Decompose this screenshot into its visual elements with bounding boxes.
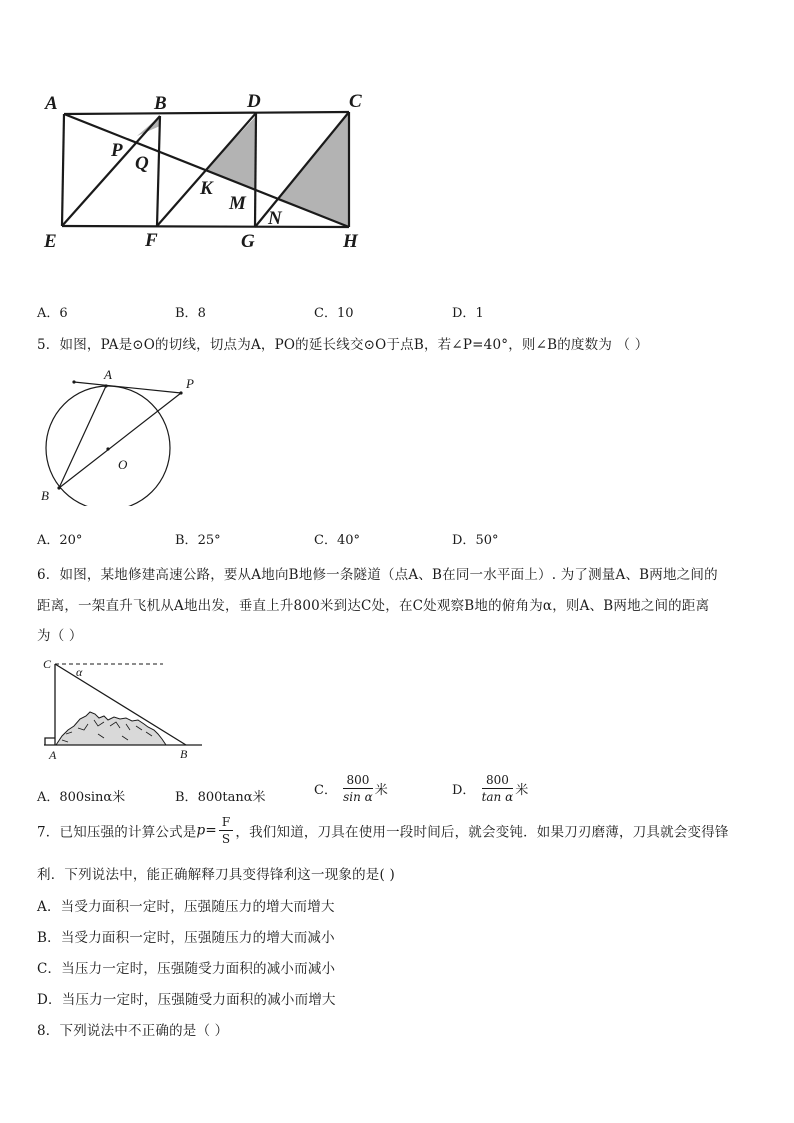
label-F: F <box>145 230 158 251</box>
q5-stem: 5．如图，PA是⊙O的切线，切点为A，PO的延长线交⊙O于点B，若∠P=40°，则∠B的度数为 （ ） <box>37 337 649 353</box>
q7-option-b[interactable]: B．当受力面积一定时，压强随压力的增大而减小 <box>37 930 335 946</box>
q7-option-c[interactable]: C．当压力一定时，压强随受力面积的减小而减小 <box>37 961 336 977</box>
label-G: G <box>241 231 255 252</box>
figure-helicopter-angle <box>38 656 208 764</box>
fraction-800-tan: $\frac{800}{\text{tan α}}$ <box>481 773 514 804</box>
label-Q: Q <box>135 153 149 174</box>
label-b: B <box>41 488 49 503</box>
label-o: O <box>118 457 128 472</box>
label-M: M <box>229 193 246 214</box>
label-P: P <box>111 140 123 161</box>
q6-stem-line3: 为（ ） <box>37 628 83 644</box>
label-alpha: α <box>76 665 83 679</box>
tangent-line-pa <box>74 382 181 393</box>
label-D: D <box>247 91 261 112</box>
secant-pb <box>59 393 181 488</box>
edge-BF <box>157 116 160 226</box>
q4-option-a[interactable]: A．6 <box>37 306 68 321</box>
q4-option-b[interactable]: B．8 <box>175 306 206 321</box>
label-a: A <box>49 748 57 762</box>
q6-option-a[interactable]: A．800sinα米 <box>37 790 126 805</box>
q6-option-c[interactable]: C． $\frac{800}{\text{sin α}}$ 米 <box>314 773 388 804</box>
q5-option-a[interactable]: A．20° <box>37 533 83 548</box>
q6-stem-line1: 6．如图，某地修建高速公路，要从A地向B地修一条隧道（点A、B在同一水平面上）. 为了测量A、B两地之间的 <box>37 567 718 583</box>
label-H: H <box>343 231 358 252</box>
q5-option-d[interactable]: D．50° <box>452 533 499 548</box>
edge-DG <box>255 113 256 227</box>
figure-circle-tangent <box>38 366 208 506</box>
figure-rectangles <box>40 88 380 253</box>
q7-stem-line1: 7．已知压强的计算公式是p= $\frac{F}{S}$ ，我们知道，刀具在使用一段时间后，就会变钝．如果刀刃磨薄，刀具就会变得锋 <box>37 815 729 846</box>
q7-option-d[interactable]: D．当压力一定时，压强随受力面积的减小而增大 <box>37 992 336 1008</box>
label-p: P <box>186 376 194 391</box>
q4-option-d[interactable]: D．1 <box>452 306 484 321</box>
label-A: A <box>45 93 58 114</box>
q4-option-c[interactable]: C．10 <box>314 306 354 321</box>
q7-option-a[interactable]: A．当受力面积一定时，压强随压力的增大而增大 <box>37 899 335 915</box>
point-a <box>104 384 107 387</box>
shaded-triangle-2 <box>206 116 256 189</box>
label-b: B <box>180 747 188 761</box>
label-B: B <box>154 93 167 114</box>
pressure-fraction: $\frac{F}{S}$ <box>219 815 234 846</box>
q5-option-c[interactable]: C．40° <box>314 533 360 548</box>
point-left-end <box>72 380 75 383</box>
label-K: K <box>200 178 213 199</box>
q8-stem: 8．下列说法中不正确的是（ ） <box>37 1023 229 1039</box>
edge-AE <box>62 114 64 226</box>
q6-stem-line2: 距离，一架直升飞机从A地出发，垂直上升800米到达C处，在C处观察B地的俯角为α，则A、B两地之间的距离 <box>37 598 710 614</box>
point-b <box>57 486 60 489</box>
q5-option-b[interactable]: B．25° <box>175 533 221 548</box>
label-E: E <box>44 231 57 252</box>
label-a: A <box>104 367 112 382</box>
bottom-edge <box>62 226 349 227</box>
label-c: C <box>43 657 52 671</box>
mountain-shape <box>56 712 166 745</box>
fraction-800-sin: $\frac{800}{\text{sin α}}$ <box>343 773 373 804</box>
label-C: C <box>349 91 362 112</box>
shaded-triangle-3 <box>277 112 349 227</box>
chord-ab <box>59 386 106 488</box>
q7-stem-line2: 利．下列说法中，能正确解释刀具变得锋利这一现象的是( ) <box>37 867 395 883</box>
point-o <box>106 447 109 450</box>
top-edge <box>64 112 349 114</box>
q6-option-b[interactable]: B．800tanα米 <box>175 790 266 805</box>
point-p <box>179 391 182 394</box>
right-angle-mark <box>45 738 55 745</box>
label-N: N <box>268 208 282 229</box>
circle-o <box>46 386 170 506</box>
q6-option-d[interactable]: D． $\frac{800}{\text{tan α}}$ 米 <box>452 773 529 804</box>
